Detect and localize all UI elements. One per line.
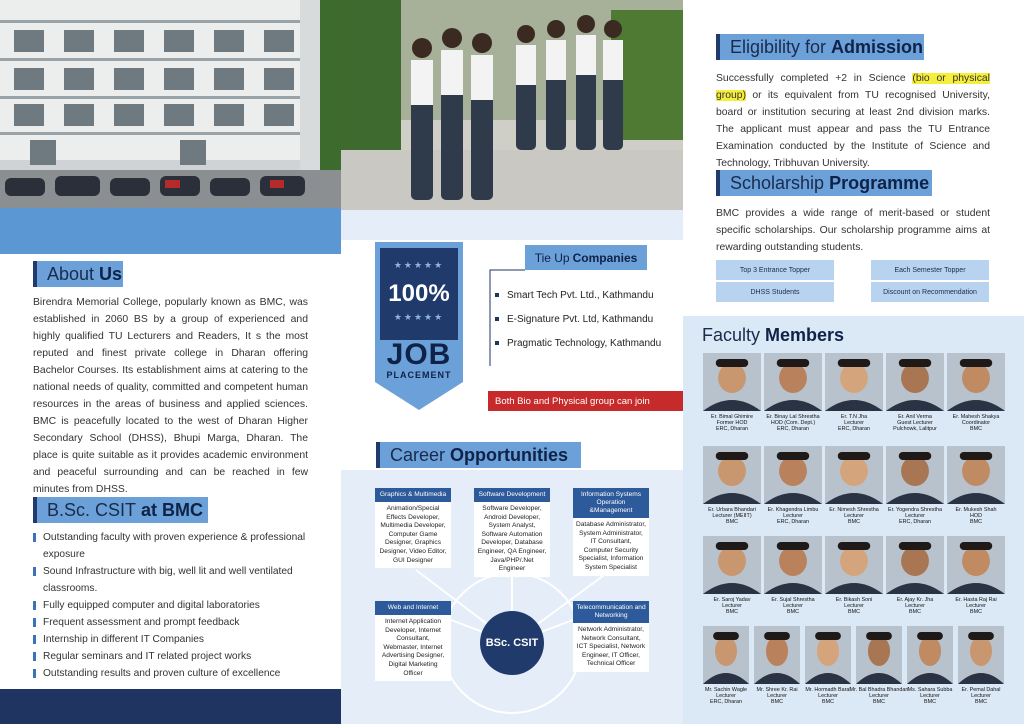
scholarship-item: DHSS Students	[716, 282, 834, 302]
career-box-web	[375, 601, 451, 681]
left-footer-bar	[0, 689, 341, 724]
faculty-photo	[764, 353, 822, 411]
badge-stars-bottom: ★★★★★	[393, 312, 445, 322]
faculty-name: Er. Bikash Soni Lecturer BMC	[835, 597, 873, 616]
faculty-heading: Faculty Members	[702, 324, 845, 345]
faculty-name: Er. Binay Lal Shrestha HOD (Com. Dept.) ERC, Dharan	[766, 414, 820, 433]
bsc-feature-list	[33, 529, 313, 682]
faculty-photo	[703, 446, 761, 504]
faculty-photo	[764, 446, 822, 504]
faculty-name: Er. T.N Jha Lecturer ERC, Dharan	[837, 414, 871, 433]
faculty-photo	[764, 536, 822, 594]
career-box-head: Graphics & Multimedia	[375, 488, 451, 502]
faculty-name: Er. Bimal Ghimire Former HOD ERC, Dharan	[711, 414, 753, 433]
scholarship-text: BMC provides a wide range of merit-based or student specific scholarships. Our scholarship programme aims at rewarding outstanding students.	[716, 208, 990, 253]
badge-stars-top: ★★★★★	[393, 260, 445, 270]
join-note-banner: Both Bio and Physical group can join	[488, 391, 683, 411]
faculty-photo	[825, 536, 883, 594]
eligibility-highlight: (bio or physical group)	[716, 73, 990, 101]
career-box-body: Database Administrator, System Administrator, IT Consultant, Computer Security Specialist, Information System Specialist	[576, 521, 647, 571]
company-item: Smart Tech Pvt. Ltd., Kathmandu	[495, 290, 654, 301]
list-item: Regular seminars and IT related project works	[33, 648, 313, 665]
career-box-networking	[573, 601, 649, 672]
faculty-photo	[947, 536, 1005, 594]
eligibility-heading: Eligibility for Admission	[716, 34, 924, 60]
faculty-photo	[856, 626, 902, 684]
faculty-photo	[754, 626, 800, 684]
badge-percent: 100%	[388, 280, 450, 307]
faculty-name: Mr. Hormadh Baral Lecturer BMC	[805, 687, 851, 706]
scholarship-item: Top 3 Entrance Topper	[716, 260, 834, 280]
faculty-photo	[703, 626, 749, 684]
faculty-photo	[907, 626, 953, 684]
badge-job: JOB	[386, 338, 452, 371]
faculty-name: Er. Mahesh Shakya Coordinator BMC	[952, 414, 1000, 433]
tieup-heading: Tie Up Companies	[525, 245, 647, 270]
career-box-head: Information Systems Operation &Management	[573, 488, 649, 518]
about-heading: About Us	[33, 261, 123, 287]
career-box-body: Animation/Special Effects Developer, Multimedia Developer, Computer Game Designer, Graphics Designer, Video Editor, GUI Designer	[379, 505, 447, 564]
scholarship-heading: Scholarship Programme	[716, 170, 932, 196]
list-item: Outstanding faculty with proven experience & professional exposure	[33, 529, 313, 563]
left-blue-band	[0, 208, 341, 254]
faculty-name: Mr. Sachin Wagle Lecturer ERC, Dharan	[704, 687, 748, 706]
faculty-name: Er. Hasta Raj Rai Lecturer BMC	[955, 597, 997, 616]
career-box-body: Network Administrator, Network Consultant, ICT Specialist, Network Engineer, IT Officer, Technical Officer	[576, 626, 646, 668]
faculty-name: Er. Mukesh Shah HOD BMC	[955, 507, 997, 526]
faculty-name: Er. Saroj Yadav Lecturer BMC	[713, 597, 751, 616]
career-box-head: Web and Internet	[375, 601, 451, 615]
faculty-name: Er. Ajay Kr. Jha Lecturer BMC	[896, 597, 934, 616]
students-photo	[341, 0, 683, 210]
faculty-photo	[825, 446, 883, 504]
job-placement-badge	[375, 242, 463, 410]
list-item: Internship in different IT Companies	[33, 631, 313, 648]
list-item: Outstanding results and proven culture of excellence	[33, 665, 313, 682]
career-box-information-systems	[573, 488, 649, 576]
faculty-photo	[886, 536, 944, 594]
left-panel	[0, 0, 341, 724]
faculty-name: Er. Sujal Shrestha Lecturer BMC	[771, 597, 815, 616]
college-building-photo	[0, 0, 341, 208]
faculty-name: Er. Urbara Bhandari Lecturer (MEIIT) BMC	[708, 507, 756, 526]
middle-light-band	[341, 210, 683, 240]
faculty-name: Er. Nimesh Shrestha Lecturer BMC	[829, 507, 879, 526]
about-text: Birendra Memorial College, popularly known as BMC, was established in 2060 BS by a group of experienced and highly qualified TU Lecturers and Readers, It s the most reputed and finest private college in Dharan offering Bachelor Courses. Its establishment aims at catering to the national needs of quality, committed and competent human resources in the areas of business and applied sciences. BMC is peacefully located to the west of Dharan Higher Secondary School (DHSS), Bhupi Marga, Dharan. The place is quite suitable as it provides academic environment and peaceful surrounding and can be reached in few minutes from DHSS.	[33, 297, 308, 495]
company-item: E-Signature Pvt. Ltd, Kathmandu	[495, 314, 653, 325]
faculty-photo	[703, 353, 761, 411]
faculty-name: Ms. Sahara Subba Lecturer BMC	[907, 687, 953, 706]
faculty-photo	[805, 626, 851, 684]
career-box-body: Internet Application Developer, Internet Consultant, Webmaster, Internet Advertising Designer, Digital Marketing Officer	[381, 618, 445, 677]
faculty-photo	[703, 536, 761, 594]
faculty-photo	[825, 353, 883, 411]
scholarship-item: Each Semester Topper	[871, 260, 989, 280]
faculty-name: Er. Yogendra Shrestha Lecturer ERC, Dharan	[888, 507, 942, 526]
list-item: Frequent assessment and prompt feedback	[33, 614, 313, 631]
career-box-graphics	[375, 488, 451, 568]
faculty-name: Mr. Bal Bhadra Bhandari Lecturer BMC	[849, 687, 909, 706]
company-item: Pragmatic Technology, Kathmandu	[495, 338, 661, 349]
faculty-photo	[886, 446, 944, 504]
faculty-photo	[947, 446, 1005, 504]
faculty-name: Mr. Shree Kr. Rai Lecturer BMC	[756, 687, 798, 706]
scholarship-item: Discount on Recommendation	[871, 282, 989, 302]
career-heading: Career Opportunities	[376, 442, 581, 468]
faculty-name: Er. Pemal Dahal Lecturer BMC	[961, 687, 1001, 706]
list-item: Fully equipped computer and digital laboratories	[33, 597, 313, 614]
badge-placement: PLACEMENT	[386, 370, 452, 380]
career-box-head: Software Development	[474, 488, 550, 502]
career-center-circle: BSc. CSIT	[480, 611, 544, 675]
faculty-photo	[886, 353, 944, 411]
faculty-photo	[958, 626, 1004, 684]
list-item: Sound Infrastructure with big, well lit and well ventilated classrooms.	[33, 563, 313, 597]
career-box-software	[474, 488, 550, 577]
career-box-body: Software Developer, Android Developer, System Analyst, Software Automation Developer, Database Engineer, QA Engineer, Java/PHP/.Net Engineer	[477, 505, 547, 573]
career-box-head: Telecommunication and Networking	[573, 601, 649, 623]
eligibility-text: Successfully completed +2 in Science (bio or physical group) or its equivalent from TU recognised University, board or institution securing at least 2nd division marks. The applicant must appear and pass the TU Entrance Examination conducted by the Institute of Science and Technology, Tribhuvan University.	[716, 73, 990, 169]
faculty-photo	[947, 353, 1005, 411]
bsc-heading: B.Sc. CSIT at BMC	[33, 497, 208, 523]
faculty-name: Er. Khagendra Limbu Lecturer ERC, Dharan	[767, 507, 819, 526]
faculty-name: Er. Anil Verma Guest Lecturer Pulchowk, Lalitpur	[893, 414, 937, 433]
